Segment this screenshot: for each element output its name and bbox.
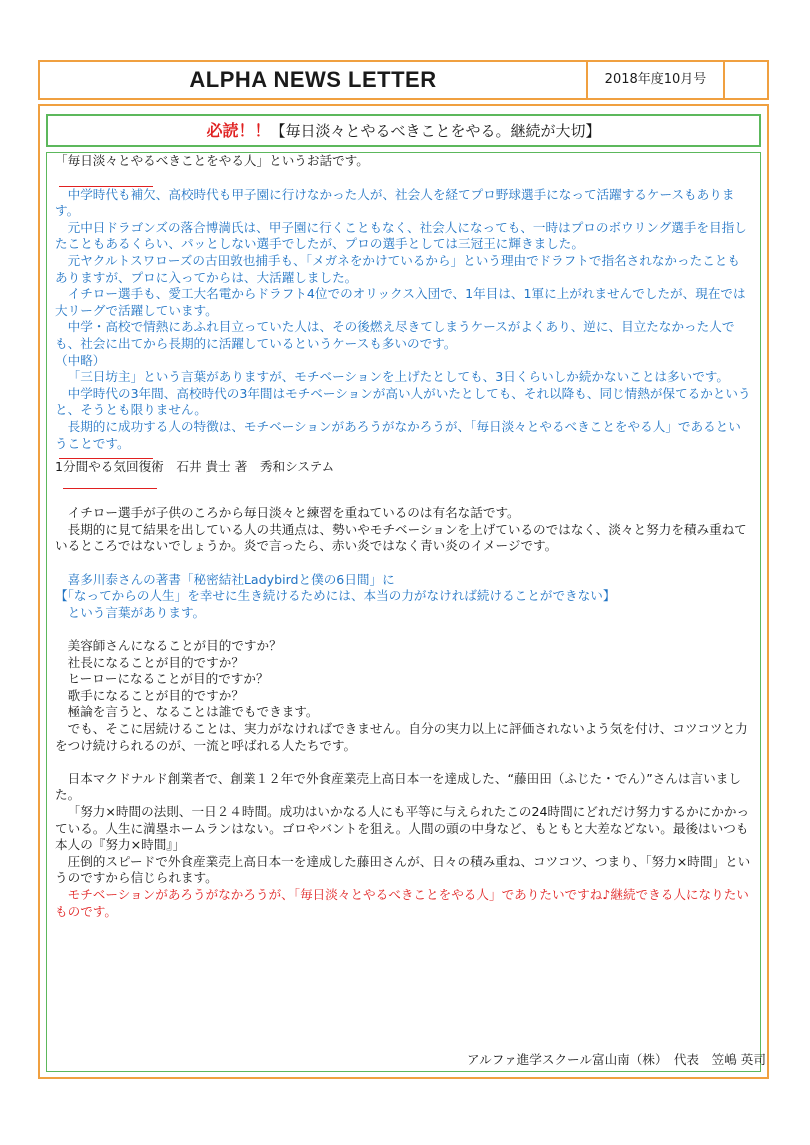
issue-label: 2018年度10月号 [588,62,725,98]
signature: アルファ進学スクール富山南（株） 代表 笠嶋 英司 [467,1052,766,1067]
newsletter-header [38,60,769,100]
quote-paragraph: 元中日ドラゴンズの落合博満氏は、甲子園に行くこともなく、社会人になっても、一時はプロのボウリング選手を目指したこともあるくらい、パッとしない選手でしたが、プロの選手としては三冠王に輝きました。 [55,219,747,252]
headline-banner [46,114,761,147]
body-paragraph: でも、そこに居続けることは、実力がなければできません。自分の実力以上に評価されないよう気を付け、コツコツと力をつけ続けられるのが、一流と呼ばれる人たちです。 [55,721,748,753]
quote-paragraph: 元ヤクルトスワローズの古田敦也捕手も、「メガネをかけているから」という理由でドラフトで指名されなかったこともありますが、プロに入ってからは、大活躍しました。 [55,252,740,285]
quote-paragraph: 長期的に成功する人の特徴は、モチベーションがあろうがなかろうが、「毎日淡々とやるべきことをやる人」であるということです。 [55,418,741,451]
quoted-excerpt [55,187,752,453]
article-body [46,152,761,1072]
quote-paragraph: 中学・高校で情熱にあふれ目立っていた人は、その後燃え尽きてしまうケースがよくあり、逆に、目立たなかった人でも、社会に出てから長期的に活躍しているというケースも多いのです。 [55,319,735,351]
omission-mark: （中略） [55,352,106,368]
quote-paragraph: 中学時代の3年間、高校時代の3年間はモチベーションが高い人がいたとしても、それ以降も、同じ情熱が保てるかというと、そうとも限りません。 [55,385,751,418]
body-paragraph: 長期的に見て結果を出している人の共通点は、勢いやモチベーションを上げているのではなく、淡々と努力を積み重ねているところではないでしょうか。炎で言ったら、赤い炎ではなく青い炎のイメージです。 [55,521,747,554]
question-line: ヒーローになることが目的ですか？ [67,671,269,687]
book-reference: 喜多川泰さんの著書「秘密結社Ladybirdと僕の6日間」に [67,571,395,587]
question-line: 極論を言うと、なることは誰でもできます。 [67,704,319,720]
book-quote: 【「なってからの人生」を幸せに生き続けるためには、本当の力がなければ続けることができない】 [55,588,616,604]
quote-paragraph: イチロー選手も、愛工大名電からドラフト4位でのオリックス入団で、1年目は、1軍に上がれませんでしたが、現在では大リーグで活躍しています。 [55,286,746,318]
body-paragraph: イチロー選手が子供のころから毎日淡々と練習を重ねているのは有名な話です。 [67,505,520,521]
body-paragraph: 日本マクドナルド創業者で、創業１２年で外食産業売上高日本一を達成した、“藤田田（ふじた・でん）”さんは言いました。 [55,770,741,803]
quote-intro: 「毎日淡々とやるべきことをやる人」というお話です。 [55,153,369,168]
body-paragraph: 「努力×時間の法則、一日２４時間。成功はいかなる人にも平等に与えられたこの24時間にどれだけ努力するかにかかっている。人生に満塁ホームランはない。ゴロやバントを狙え。人間の頭の中身など、もともと大差などない。最後はいつも本人の『努力×時間』」 [55,803,750,853]
source-citation: 1分間やる気回復術 石井 貴士 著 秀和システム [55,459,335,475]
question-line: 社長になることが目的ですか？ [67,654,244,670]
body-paragraph: 圧倒的スピードで外食産業売上高日本一を達成した藤田さんが、日々の積み重ね、コツコツ、つまり、「努力×時間」というのですから信じられます。 [55,853,751,886]
book-quote-tail: という言葉があります。 [67,604,206,620]
newsletter-title: ALPHA NEWS LETTER [40,62,588,98]
question-line: 歌手になることが目的ですか？ [67,687,244,703]
must-read-label: 必読！！ [206,121,271,140]
quote-paragraph: 中学時代も補欠、高校時代も甲子園に行けなかった人が、社会人を経てプロ野球選手になって活躍するケースもあります。 [55,186,735,219]
quote-paragraph: 「三日坊主」という言葉がありますが、モチベーションを上げたとしても、3日くらいしか続かないことは多いです。 [67,369,729,385]
closing-message: モチベーションがあろうがなかろうが、「毎日淡々とやるべきことをやる人」でありたいですね♪継続できる人になりたいものです。 [55,886,749,919]
headline-text: 【毎日淡々とやるべきことをやる。継続が大切】 [270,122,601,140]
question-line: 美容師さんになることが目的ですか？ [67,638,282,654]
